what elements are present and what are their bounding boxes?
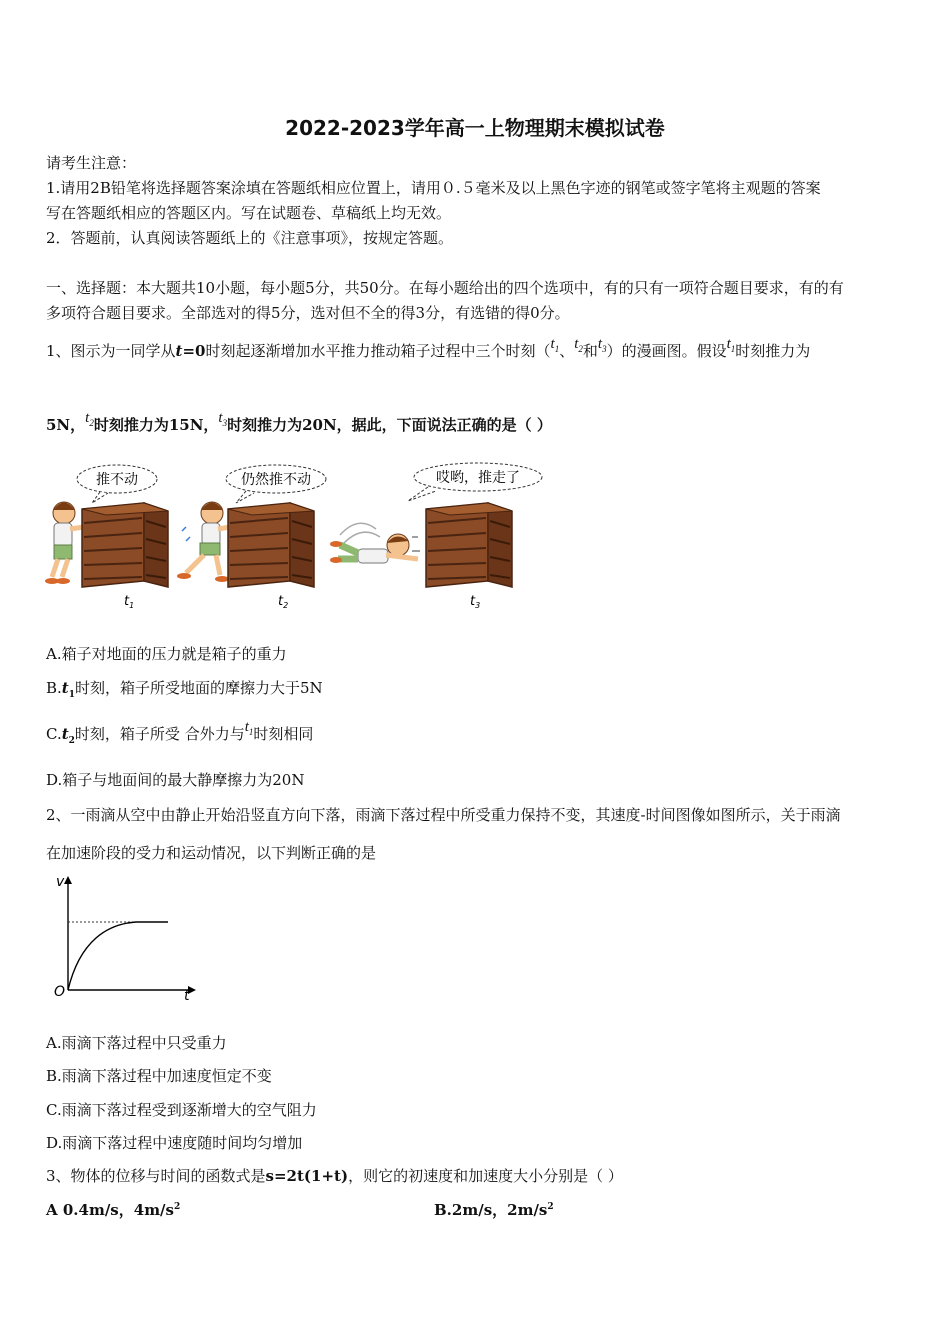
label-t3: $t_3$ <box>470 594 481 610</box>
q1-stem-line-2: 5N，$t_2$时刻推力为15N，$t_3$时刻推力为20N，据此，下面说法正确的是（ ） <box>46 410 552 434</box>
q2-stem-line-1: 2、一雨滴从空中由静止开始沿竖直方向下落，雨滴下落过程中所受重力保持不变，其速度-时间图像如图所示，关于雨滴 <box>46 806 841 824</box>
t2-symbol: $t_2$ <box>574 336 583 354</box>
q1-cartoon <box>40 455 570 615</box>
notice-heading: 请考生注意： <box>46 154 137 172</box>
q1-stem-line-1: 1、图示为一同学从t=0时刻起逐渐增加水平推力推动箱子过程中三个时刻（$t_1$、$t_2$和$t_3$）的漫画图。假设$t_1$时刻推力为 <box>46 336 811 360</box>
notice-item-1-line-1: 1.请用2B铅笔将选择题答案涂填在答题纸相应位置上，请用０.５毫米及以上黑色字迹的钢笔或签字笔将主观题的答案 <box>46 179 821 197</box>
svg-text:推不动: 推不动 <box>96 472 138 488</box>
page-title: 2022-2023学年高一上物理期末模拟试卷 <box>285 116 665 140</box>
label-t1: $t_1$ <box>124 594 135 610</box>
graph-v-label: v <box>56 874 65 890</box>
q3-option-a: A 0.4m/s，$4m/s^2$ <box>46 1201 181 1219</box>
notice-item-2: 2．答题前，认真阅读答题纸上的《注意事项》，按规定答题。 <box>46 229 454 247</box>
q1-option-b: $B.t_1$时刻，箱子所受地面的摩擦力大于5N <box>46 679 323 700</box>
q2-vt-graph <box>46 870 206 1006</box>
q1-option-d: D.箱子与地面间的最大静摩擦力为20N <box>46 771 305 789</box>
boy-1 <box>45 502 84 584</box>
q1-option-a: A.箱子对地面的压力就是箱子的重力 <box>46 645 287 663</box>
q3-stem: 3、物体的位移与时间的函数式是s=2t(1+t)，则它的初速度和加速度大小分别是（ ） <box>46 1167 623 1185</box>
t1-symbol: $t_1$ <box>244 719 254 737</box>
section1-line-1: 一、选择题：本大题共10小题，每小题5分，共50分。在每小题给出的四个选项中，有的只有一项符合题目要求，有的有 <box>46 279 844 297</box>
boy-2 <box>177 502 230 582</box>
q1-option-c: $C.t_2$时刻，箱子所受 合外力与$t_1$时刻相同 <box>46 719 314 746</box>
graph-origin-label: O <box>54 984 66 1000</box>
label-t2: $t_2$ <box>278 594 289 610</box>
bubble-2 <box>226 465 326 503</box>
q3-option-b: B.2m/s，$2m/s^2$ <box>434 1201 554 1219</box>
svg-text:哎哟，推走了: 哎哟，推走了 <box>436 470 520 486</box>
bubble-1 <box>77 465 157 503</box>
q2-stem-line-2: 在加速阶段的受力和运动情况，以下判断正确的是 <box>46 844 377 862</box>
q2-option-d: D.雨滴下落过程中速度随时间均匀增加 <box>46 1134 303 1152</box>
t1-symbol: $t_1$ <box>550 336 560 354</box>
boy-3 <box>330 523 420 563</box>
q2-option-c: C.雨滴下落过程受到逐渐增大的空气阻力 <box>46 1101 317 1119</box>
q2-option-a: A.雨滴下落过程中只受重力 <box>46 1034 227 1052</box>
t3-symbol: $t_3$ <box>597 336 607 354</box>
t3-symbol: $t_3$ <box>218 410 228 428</box>
svg-text:仍然推不动: 仍然推不动 <box>241 472 311 488</box>
graph-t-label: t <box>184 988 190 1004</box>
t1-symbol: $t_1$ <box>726 336 736 354</box>
notice-item-1-line-2: 写在答题纸相应的答题区内。写在试题卷、草稿纸上均无效。 <box>46 204 452 222</box>
bubble-3 <box>408 463 542 501</box>
t2-symbol: $t_2$ <box>85 410 94 428</box>
section1-line-2: 多项符合题目要求。全部选对的得5分，选对但不全的得3分，有选错的得0分。 <box>46 304 570 322</box>
q2-option-b: B.雨滴下落过程中加速度恒定不变 <box>46 1067 272 1085</box>
